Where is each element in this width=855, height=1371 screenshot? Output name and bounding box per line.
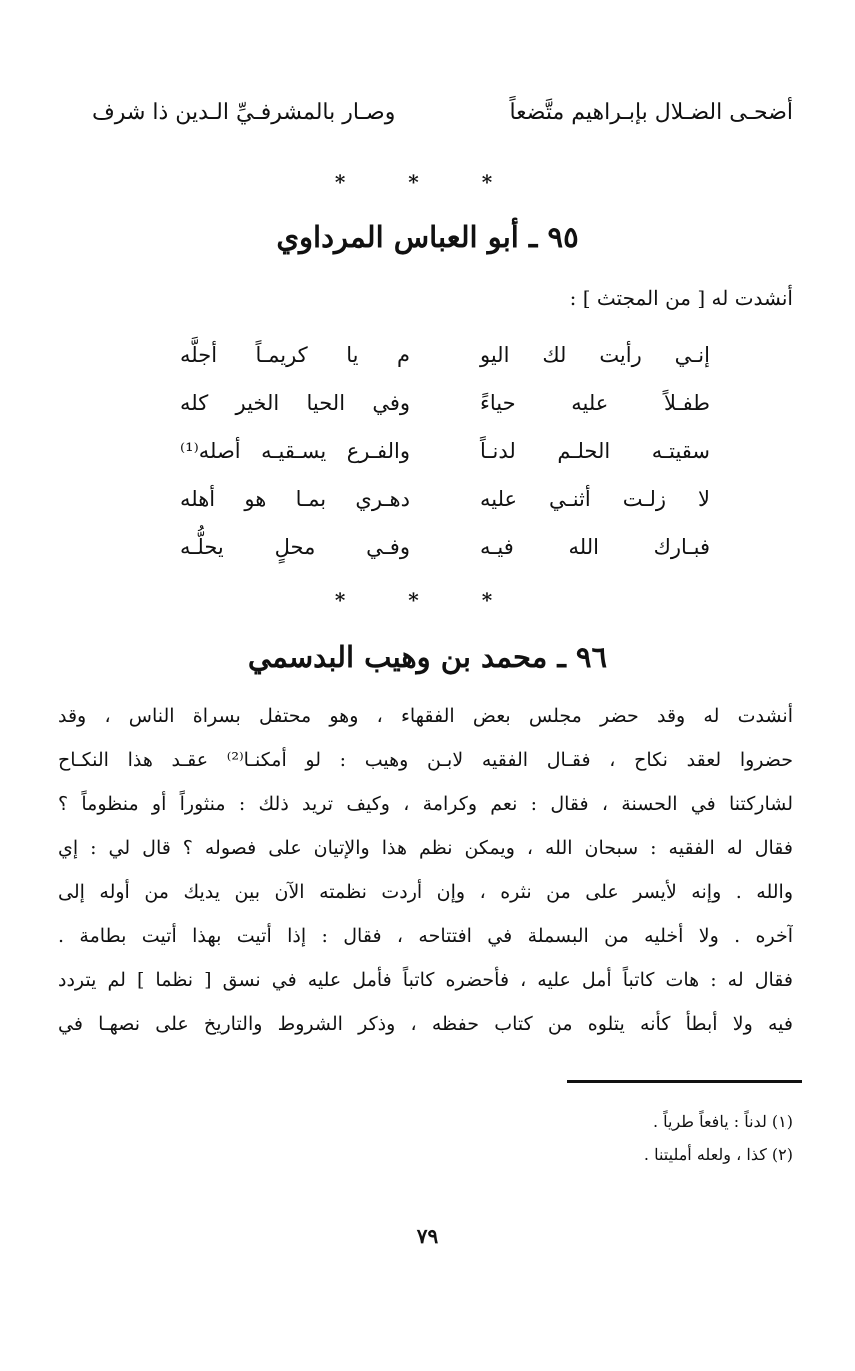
poem-hemistich-first: سقيتـه الحلـم لدنـاً (480, 439, 710, 463)
paragraph-line: فيه ولا أبطأ كأنه يتلوه من كتاب حفظه ، وذكر الشروط والتاريخ على نصهـا في (58, 1013, 793, 1035)
poem-hemistich-second: دهـري بمـا هو أهله (180, 487, 410, 511)
poem-hemistich-second: وفـي محلٍ يحلُّـه (180, 535, 410, 559)
poem-line (180, 475, 710, 523)
poem-hemistich-second: م يا كريمـاً أجلَّه (180, 343, 410, 367)
poem-hemistich-first: لا زلـت أثنـي عليه (480, 487, 710, 511)
poem-line (180, 379, 710, 427)
poem-hemistich-first: طفـلاً عليه حياءً (480, 391, 710, 415)
section-95-heading: ٩٥ ـ أبو العباس المرداوي (276, 220, 579, 254)
section-96-heading: ٩٦ ـ محمد بن وهيب البدسمي (247, 640, 608, 674)
poem-line (180, 427, 710, 475)
poem-line (180, 523, 710, 571)
section-95-poem (180, 331, 710, 571)
footnote-divider (567, 1080, 802, 1083)
poem-line (180, 331, 710, 379)
paragraph-line: لشاركتنا في الحسنة ، فقال : نعم وكرامة ، وكيف تريد ذلك : منثوراً أو منظوماً ؟ (58, 793, 793, 815)
paragraph-line: آخره . ولا أخليه من البسملة في افتتاحه ، فقال : إذا أتيت بهذا أتيت بطامة . (58, 925, 793, 947)
paragraph-line: فقال له : هات كاتباً أمل عليه ، فأحضره كاتباً فأمل عليه في نسق [ نظما ] لم يتردد (58, 969, 793, 991)
footnote-2: (٢) كذا ، ولعله أمليتنا . (643, 1145, 793, 1164)
section-separator: * * * (334, 170, 521, 194)
paragraph-line: أنشدت له وقد حضر مجلس بعض الفقهاء ، وهو محتفل بسراة الناس ، وقد (58, 705, 793, 727)
paragraph-line: فقال له الفقيه : سبحان الله ، ويمكن نظم هذا والإتيان على فصوله ؟ قال لي : إي (58, 837, 793, 859)
poem-hemistich-second: وفي الحيا الخير كله (180, 391, 410, 415)
verse-right-hemistich: أضحـى الضـلال بإبـراهيم متَّضعاً (509, 100, 793, 125)
poem-hemistich-first: إنـي رأيت لك اليو (480, 343, 710, 367)
paragraph-line: حضروا لعقد نكاح ، فقـال الفقيه لابـن وهيب : لو أمكنـا⁽²⁾ عقـد هذا النكـاح (58, 749, 793, 771)
paragraph-line: والله . وإنه لأيسر على من نثره ، وإن أردت نظمته الآن بين يديك من أوله إلى (58, 881, 793, 903)
section-96-paragraph (58, 694, 793, 1046)
poem-hemistich-first: فبـارك الله فيـه (480, 535, 710, 559)
top-verse (92, 100, 793, 125)
verse-left-hemistich: وصـار بالمشرفـيِّ الـدين ذا شرف (92, 100, 396, 125)
page-number: ٧٩ (416, 1224, 439, 1248)
poem-hemistich-second: والفـرع يسـقيـه أصله⁽¹⁾ (180, 439, 410, 463)
section-95-intro: أنشدت له [ من المجتث ] : (569, 286, 793, 310)
section-separator: * * * (334, 588, 521, 612)
footnote-1: (١) لدناً : يافعاً طرياً . (652, 1112, 793, 1131)
